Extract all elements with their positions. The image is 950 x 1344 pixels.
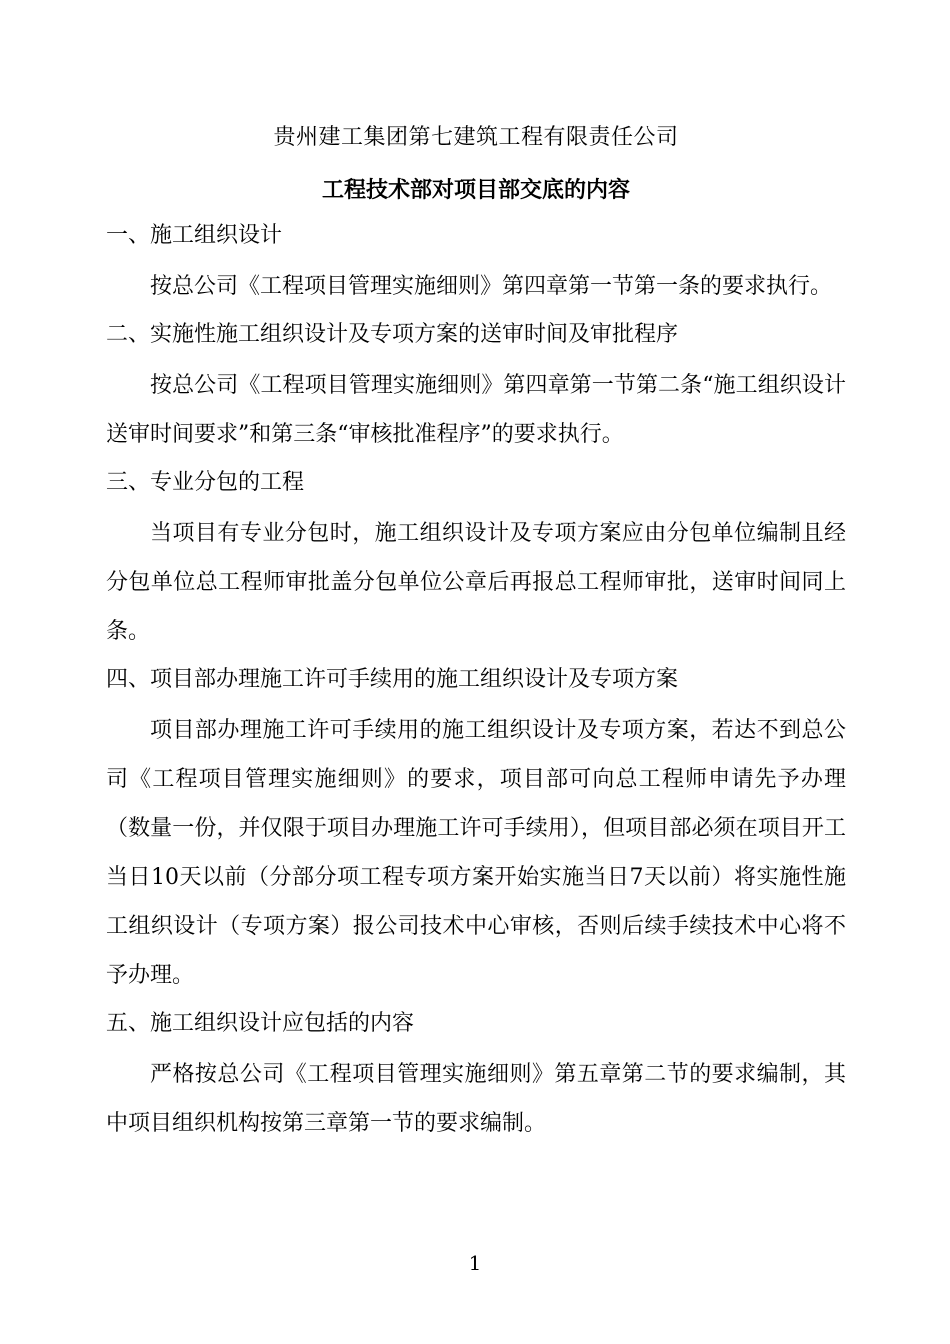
section-heading-4: 四、项目部办理施工许可手续用的施工组织设计及专项方案	[106, 667, 679, 692]
section-paragraph-4: 项目部办理施工许可手续用的施工组织设计及专项方案，若达不到总公司《工程项目管理实施细则》的要求，项目部可向总工程师申请先予办理（数量一份，并仅限于项目办理施工许可手续用），但项目部必须在项目开工当日10天以前（分部分项工程专项方案开始实施当日7天以前）将实施性施工组织设计（专项方案）报公司技术中心审核，否则后续手续技术中心将不予办理。	[106, 718, 846, 988]
section-heading-2: 二、实施性施工组织设计及专项方案的送审时间及审批程序	[106, 322, 679, 347]
section-heading-5: 五、施工组织设计应包括的内容	[106, 1011, 415, 1036]
document-page	[106, 118, 846, 1151]
page-number: 1	[468, 1251, 482, 1275]
section-paragraph-5: 严格按总公司《工程项目管理实施细则》第五章第二节的要求编制，其中项目组织机构按第三章第一节的要求编制。	[106, 1062, 846, 1136]
section-paragraph-2: 按总公司《工程项目管理实施细则》第四章第一节第二条“施工组织设计送审时间要求”和第三条“审核批准程序”的要求执行。	[106, 373, 846, 447]
document-title: 工程技术部对项目部交底的内容	[321, 177, 630, 203]
company-name: 贵州建工集团第七建筑工程有限责任公司	[273, 125, 679, 150]
section-paragraph-1: 按总公司《工程项目管理实施细则》第四章第一节第一条的要求执行。	[150, 274, 833, 299]
section-paragraph-3: 当项目有专业分包时，施工组织设计及专项方案应由分包单位编制且经分包单位总工程师审批盖分包单位公章后再报总工程师审批，送审时间同上条。	[106, 521, 846, 644]
section-heading-1: 一、施工组织设计	[106, 223, 283, 248]
section-heading-3: 三、专业分包的工程	[106, 470, 305, 495]
